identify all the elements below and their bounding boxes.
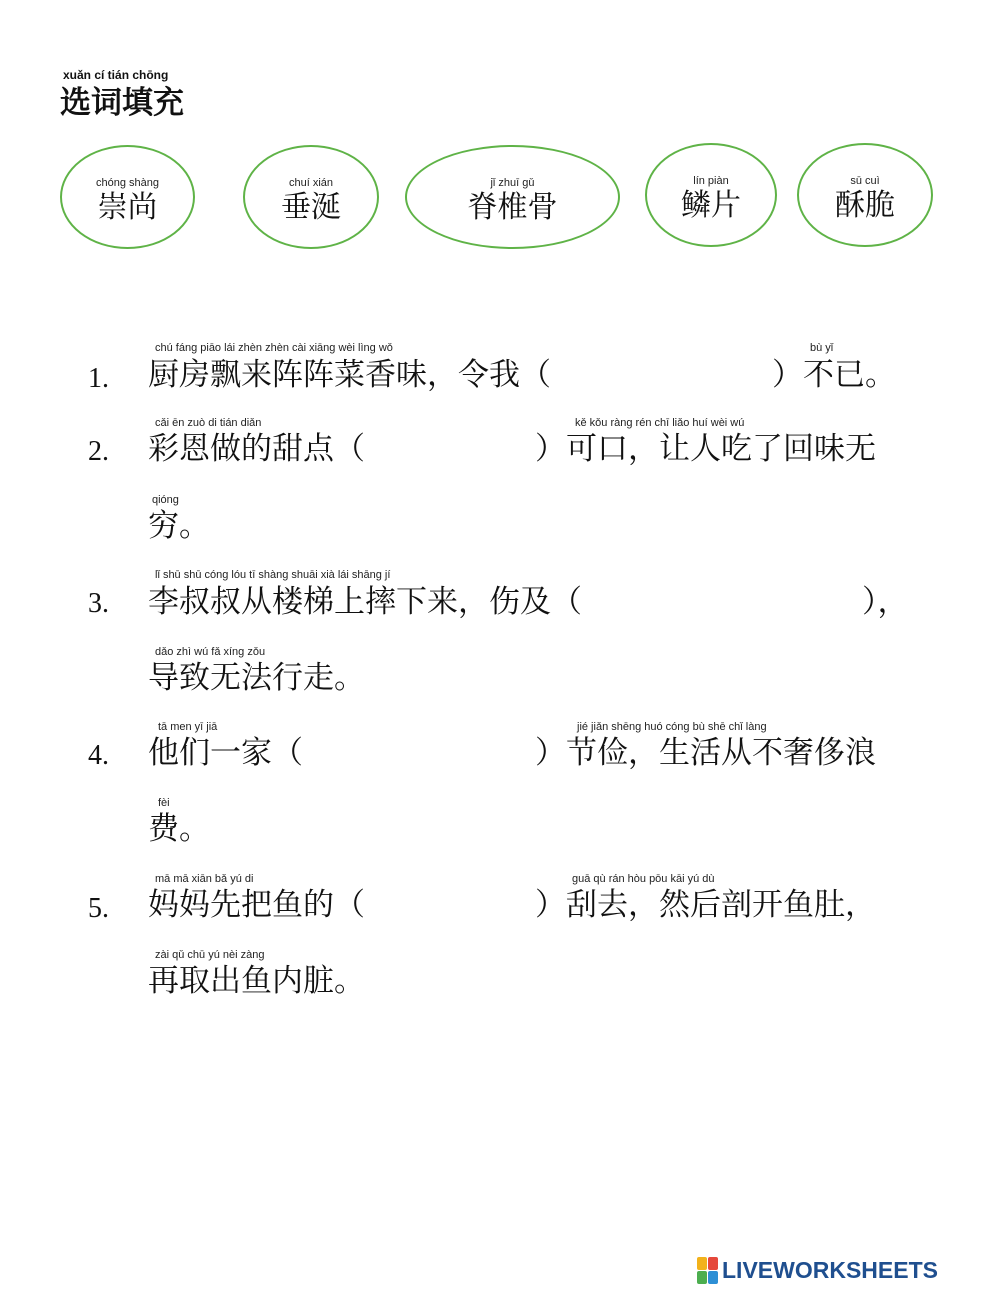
word-text: 脊椎骨 (467, 190, 558, 225)
question-pinyin: mā mā xiān bǎ yú di (155, 873, 254, 885)
word-bank-item[interactable] (797, 143, 933, 247)
title-pinyin: xuǎn cí tián chōng (63, 68, 169, 82)
word-pinyin: jǐ zhuī gǔ (490, 177, 535, 189)
question-pinyin: lǐ shū shū cóng lóu tī shàng shuāi xià lái shāng jí (155, 569, 391, 581)
word-pinyin: chóng shàng (96, 177, 159, 189)
question-pinyin: bù yǐ (810, 342, 834, 354)
question-text: 费。 (148, 811, 210, 847)
question-text: ）刮去，然后剖开鱼肚， (535, 887, 876, 923)
question-pinyin: kě kǒu ràng rén chī liǎo huí wèi wú (575, 417, 745, 429)
question-text: ）不已。 (772, 357, 896, 393)
question-text: ）可口，让人吃了回味无 (535, 431, 876, 467)
question-pinyin: chú fáng piāo lái zhèn zhèn cài xiāng wèi lìng wǒ (155, 342, 393, 354)
word-bank-item[interactable] (60, 145, 195, 249)
word-text: 垂涎 (281, 190, 341, 225)
brand-name: LIVEWORKSHEETS (722, 1257, 938, 1283)
question-pinyin: fèi (158, 797, 170, 809)
question-text: 李叔叔从楼梯上摔下来，伤及（ (148, 584, 582, 620)
question-number: 2. (88, 436, 109, 467)
question-pinyin: jié jiǎn shēng huó cóng bù shē chǐ làng (577, 721, 767, 733)
question-number: 3. (88, 588, 109, 619)
question-text: 他们一家（ (148, 735, 303, 771)
question-number: 1. (88, 363, 109, 394)
question-text: ）， (862, 584, 909, 620)
answer-blank[interactable] (612, 355, 772, 395)
liveworksheets-logo-icon (697, 1257, 719, 1285)
question-pinyin: dǎo zhì wú fǎ xíng zǒu (155, 646, 266, 658)
page-title: 选词填充 (60, 85, 184, 121)
question-text: 导致无法行走。 (148, 660, 365, 696)
question-text: 彩恩做的甜点（ (148, 431, 365, 467)
word-text: 鳞片 (681, 188, 741, 223)
question-text: 妈妈先把鱼的（ (148, 887, 365, 923)
word-pinyin: lín piàn (693, 175, 729, 187)
question-text: ）节俭，生活从不奢侈浪 (535, 735, 876, 771)
question-text: 再取出鱼内脏。 (148, 963, 365, 999)
answer-blank[interactable] (325, 733, 535, 773)
question-number: 5. (88, 893, 109, 924)
answer-blank[interactable] (390, 430, 535, 470)
question-pinyin: zài qǔ chū yú nèi zàng (155, 949, 265, 961)
word-bank-item[interactable] (405, 145, 620, 249)
word-pinyin: chuí xián (288, 177, 334, 189)
question-text: 厨房飘来阵阵菜香味，令我（ (148, 357, 551, 393)
answer-blank[interactable] (645, 582, 860, 622)
word-text: 酥脆 (835, 188, 895, 223)
word-bank-item[interactable] (645, 143, 777, 247)
word-pinyin: sū cuì (850, 175, 880, 187)
question-pinyin: cǎi ēn zuò di tián diǎn (155, 417, 262, 429)
question-pinyin: tā men yī jiā (158, 721, 218, 733)
question-pinyin: qióng (152, 494, 179, 506)
question-pinyin: guā qù rán hòu pōu kāi yú dù (572, 873, 715, 885)
word-text: 崇尚 (97, 190, 158, 225)
word-bank-item[interactable] (243, 145, 379, 249)
question-number: 4. (88, 740, 109, 771)
question-text: 穷。 (148, 508, 210, 544)
answer-blank[interactable] (390, 885, 535, 925)
